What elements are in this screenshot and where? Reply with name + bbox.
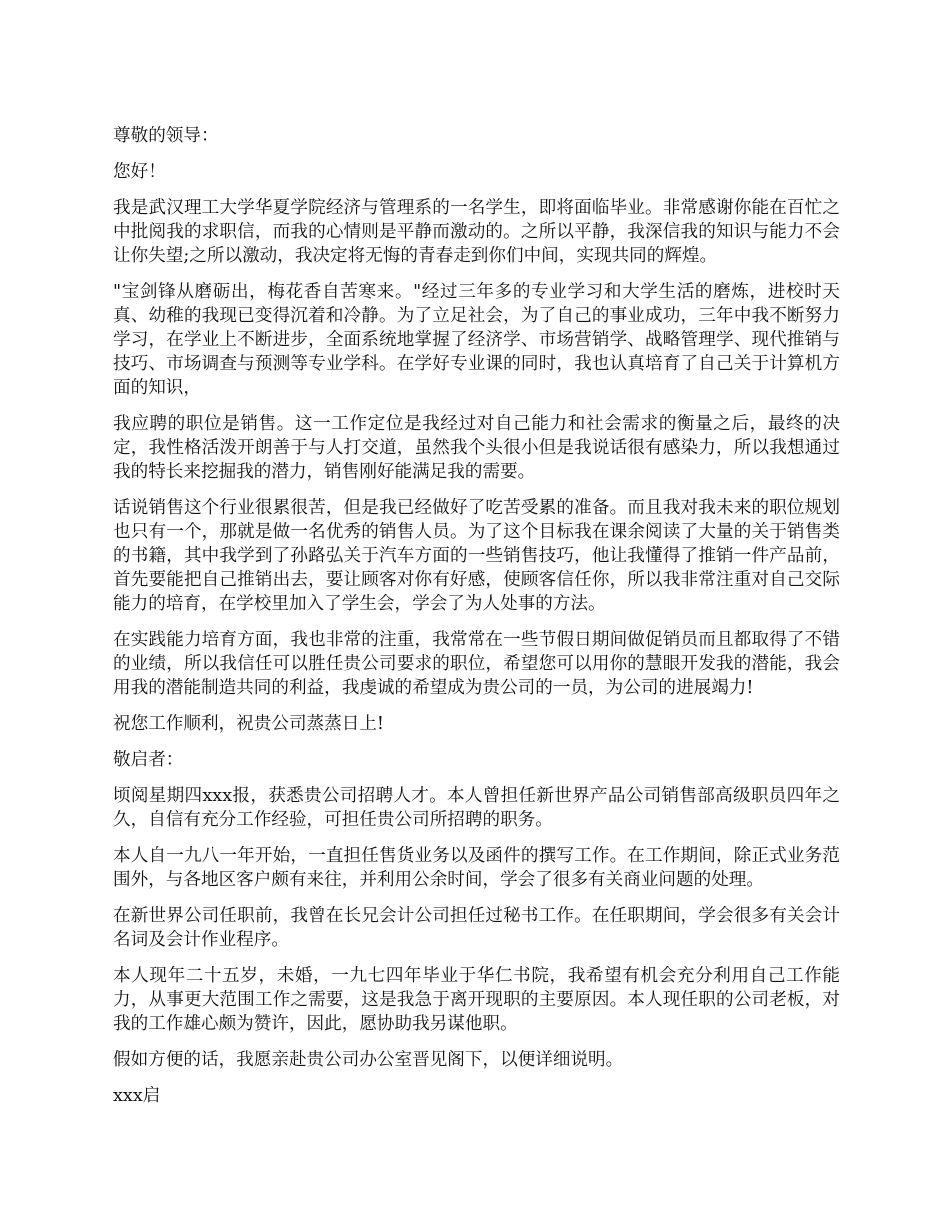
paragraph-intro: 我是武汉理工大学华夏学院经济与管理系的一名学生，即将面临毕业。非常感谢你能在百忙之中批阅我的求职信，而我的心情则是平静而激动的。之所以平静，我深信我的知识与能力不会让你失望;之所以激动，我决定将无悔的青春走到你们中间，实现共同的辉煌。 bbox=[113, 198, 840, 266]
greeting: 您好！ bbox=[113, 162, 166, 182]
paragraph-experience: 本人自一九八一年开始，一直担任售货业务以及函件的撰写工作。在工作期间，除正式业务范围外，与各地区客户颇有来往，并利用公余时间，学会了很多有关商业问题的处理。 bbox=[113, 846, 840, 890]
paragraph-position: 我应聘的职位是销售。这一工作定位是我经过对自己能力和社会需求的衡量之后，最终的决定，我性格活泼开朗善于与人打交道，虽然我个头很小但是我说话很有感染力，所以我想通过我的特长来挖掘我的潜力，销售刚好能满足我的需要。 bbox=[113, 414, 840, 482]
paragraph-ad-response: 顷阅星期四xxx报，获悉贵公司招聘人才。本人曾担任新世界产品公司销售部高级职员四年之久，自信有充分工作经验，可担任贵公司所招聘的职务。 bbox=[113, 786, 840, 830]
signature: xxx启 bbox=[113, 1086, 161, 1106]
paragraph-previous-job: 在新世界公司任职前，我曾在长兄会计公司担任过秘书工作。在任职期间，学会很多有关会计名词及会计作业程序。 bbox=[113, 906, 840, 950]
closing-wish: 祝您工作顺利，祝贵公司蒸蒸日上! bbox=[113, 714, 384, 734]
letter-document bbox=[113, 124, 840, 1120]
paragraph-interview-request: 假如方便的话，我愿亲赴贵公司办公室晋见阁下，以便详细说明。 bbox=[113, 1050, 624, 1070]
paragraph-sales: 话说销售这个行业很累很苦，但是我已经做好了吃苦受累的准备。而且我对我未来的职位规划也只有一个，那就是做一名优秀的销售人员。为了这个目标我在课余阅读了大量的关于销售类的书籍，其中我学到了孙路弘关于汽车方面的一些销售技巧，他让我懂得了推销一件产品前，首先要能把自己推销出去，要让顾客对你有好感，使顾客信任你，所以我非常注重对自己交际能力的培育，在学校里加入了学生会，学会了为人处事的方法。 bbox=[113, 498, 840, 614]
paragraph-practice: 在实践能力培育方面，我也非常的注重，我常常在一些节假日期间做促销员而且都取得了不错的业绩，所以我信任可以胜任贵公司要求的职位，希望您可以用你的慧眼开发我的潜能，我会用我的潜能制造共同的利益，我虔诚的希望成为贵公司的一员，为公司的进展竭力! bbox=[113, 630, 840, 698]
second-salutation: 敬启者： bbox=[113, 750, 184, 770]
paragraph-study: "宝剑锋从磨砺出，梅花香自苦寒来。"经过三年多的专业学习和大学生活的磨炼，进校时天真、幼稚的我现已变得沉着和冷静。为了立足社会，为了自己的事业成功，三年中我不断努力学习，在学业上不断进步，全面系统地掌握了经济学、市场营销学、战略管理学、现代推销与技巧、市场调查与预测等专业学科。在学好专业课的同时，我也认真培育了自己关于计算机方面的知识， bbox=[113, 282, 840, 398]
paragraph-personal: 本人现年二十五岁，未婚，一九七四年毕业于华仁书院，我希望有机会充分利用自己工作能力，从事更大范围工作之需要，这是我急于离开现职的主要原因。本人现任职的公司老板，对我的工作雄心颇为赞许，因此，愿协助我另谋他职。 bbox=[113, 966, 840, 1034]
salutation: 尊敬的领导： bbox=[113, 126, 219, 146]
